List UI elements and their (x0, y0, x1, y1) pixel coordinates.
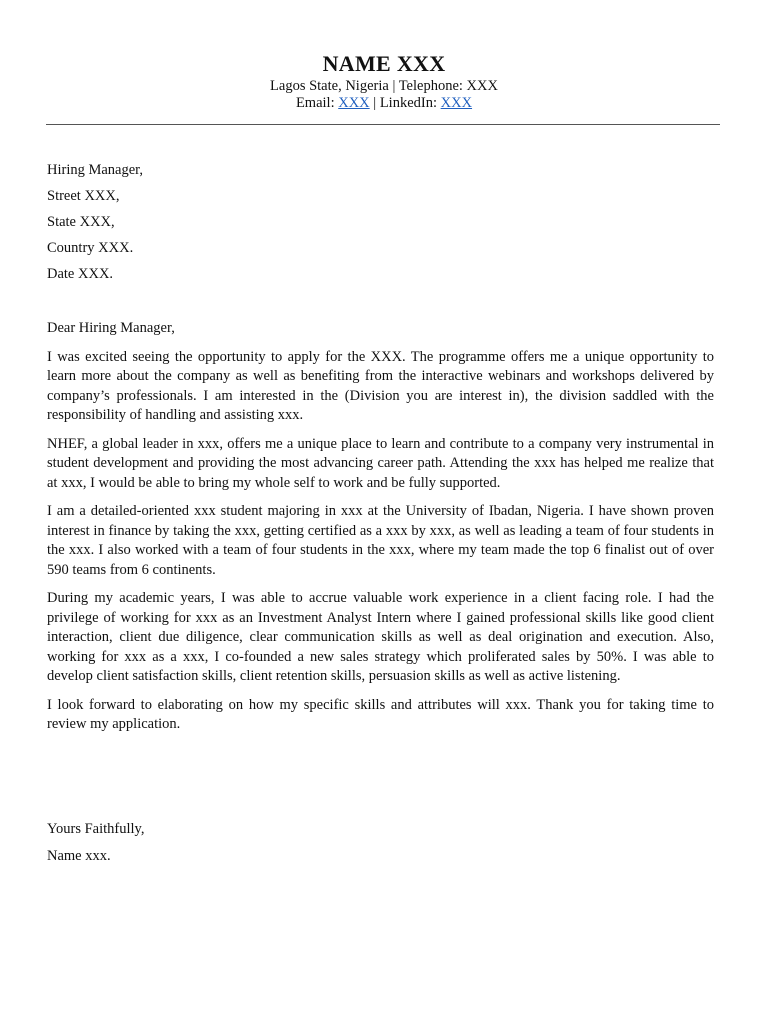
letter-closing (47, 816, 145, 870)
paragraph-education: I am a detailed-oriented xxx student majoring in xxx at the University of Ibadan, Nigeria. I have shown proven interest in finance by taking the xxx, getting certified as a xxx by xxx, as well as leading a team of four students in the xxx. I also worked with a team of four students in the xxx, where my team made the top 6 finalist out of over 590 teams from 6 continents. (47, 503, 714, 578)
paragraph-opportunity: I was excited seeing the opportunity to apply for the XXX. The programme offers me a unique opportunity to learn more about the company as well as benefiting from the interactive webinars and workshops delivered by company’s professionals. I am interested in the (Division you are interest in), the division saddled with the responsibility of handling and assisting xxx. (47, 348, 714, 423)
address-line-recipient: Hiring Manager, (47, 162, 144, 178)
contact-separator: | (369, 95, 380, 111)
header-divider (46, 124, 720, 125)
email-label: Email: (295, 95, 339, 111)
letter-body (47, 319, 714, 744)
paragraph-conclusion: I look forward to elaborating on how my specific skills and attributes will xxx. Thank you for taking time to review my application. (47, 696, 714, 732)
location-telephone-line: Lagos State, Nigeria | Telephone: XXX (270, 78, 498, 94)
address-line-country: Country XXX. (47, 240, 134, 256)
paragraph-company: NHEF, a global leader in xxx, offers me a unique place to learn and contribute to a company very instrumental in student development and providing the most advancing career path. Attending the xxx has helped me realize that at xxx, I would be able to bring my whole self to work and be fully supported. (47, 435, 714, 491)
address-line-state: State XXX, (47, 214, 115, 230)
address-line-date: Date XXX. (47, 266, 114, 282)
sign-off: Yours Faithfully, (47, 821, 145, 837)
salutation: Dear Hiring Manager, (47, 320, 175, 336)
linkedin-link[interactable]: XXX (440, 95, 473, 111)
linkedin-label: LinkedIn: (379, 95, 441, 111)
applicant-name: NAME XXX (322, 51, 446, 76)
letter-header (0, 50, 768, 112)
paragraph-experience: During my academic years, I was able to accrue valuable work experience in a client facing role. I had the privilege of working for xxx as an Investment Analyst Intern where I gained professional skills like good client interaction, client due diligence, clear communication skills as well as deal origination and execution. Also, working for xxx as a xxx, I co-founded a new sales strategy which proliferated sales by 50%. I was able to develop client satisfaction skills, client retention skills, persuasion skills as well as active listening. (47, 590, 714, 684)
address-line-street: Street XXX, (47, 188, 120, 204)
recipient-address (47, 157, 143, 287)
email-linkedin-line (0, 95, 768, 112)
email-link[interactable]: XXX (338, 95, 370, 111)
signature-name: Name xxx. (47, 848, 111, 864)
